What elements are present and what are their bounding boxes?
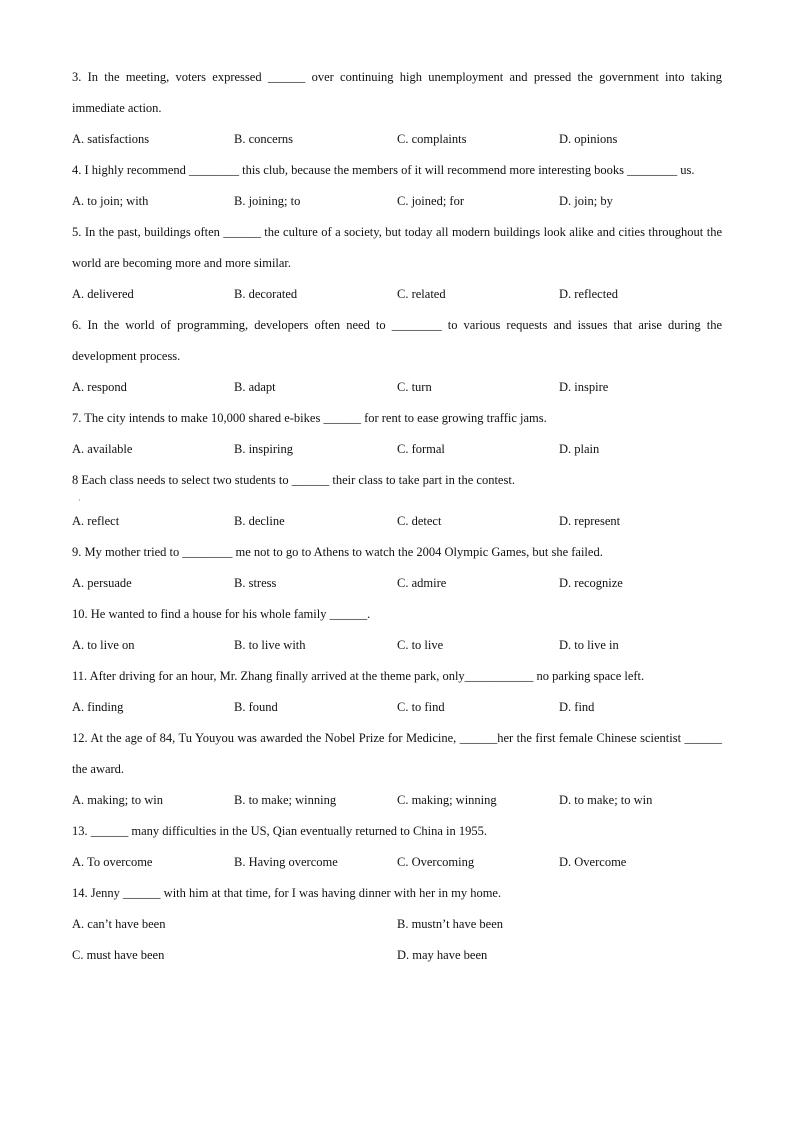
stray-dot-mark: · [78,496,81,505]
options-row [72,630,722,661]
option-a: A. delivered [72,287,134,301]
option-c: C. to live [397,638,444,652]
option-b: B. decline [234,514,285,528]
option-c: C. complaints [397,132,467,146]
options-row [72,785,722,816]
option-a: A. satisfactions [72,132,150,146]
question-stem: 3. In the meeting, voters expressed ______ over continuing high unemployment and pressed the government into taking immediate action. [72,70,722,115]
option-a: A. finding [72,700,124,714]
option-d: D. represent [559,514,621,528]
options-row [72,506,722,537]
option-b: B. to live with [234,638,306,652]
option-b: B. mustn’t have been [397,917,503,931]
option-c: C. related [397,287,446,301]
options-row [72,124,722,155]
option-b: B. concerns [234,132,294,146]
question-stem: 11. After driving for an hour, Mr. Zhang finally arrived at the theme park, only___________ no parking space left. [72,669,645,683]
question-7 [72,403,722,465]
question-stem: 8 Each class needs to select two students to ______ their class to take part in the contest. [72,473,515,487]
option-c: C. admire [397,576,447,590]
option-a: A. reflect [72,514,120,528]
option-a: A. making; to win [72,793,163,807]
option-b: B. to make; winning [234,793,337,807]
option-b: B. adapt [234,380,276,394]
question-stem: 7. The city intends to make 10,000 shared e-bikes ______ for rent to ease growing traffic jams. [72,411,547,425]
option-b: B. stress [234,576,277,590]
question-stem: 6. In the world of programming, developers often need to ________ to various requests and issues that arise during the development process. [72,318,722,363]
question-stem: 4. I highly recommend ________ this club, because the members of it will recommend more interesting books ________ us. [72,163,695,177]
option-d: D. opinions [559,132,618,146]
option-b: B. inspiring [234,442,294,456]
option-b: B. joining; to [234,194,301,208]
option-d: D. to make; to win [559,793,653,807]
question-stem: 9. My mother tried to ________ me not to go to Athens to watch the 2004 Olympic Games, but she failed. [72,545,603,559]
option-d: D. may have been [397,948,488,962]
question-stem: 14. Jenny ______ with him at that time, for I was having dinner with her in my home. [72,886,502,900]
option-a: A. respond [72,380,127,394]
question-8 [72,465,722,537]
options-row [72,568,722,599]
option-d: D. to live in [559,638,619,652]
question-6 [72,310,722,403]
question-9 [72,537,722,599]
option-c: C. making; winning [397,793,497,807]
option-a: A. To overcome [72,855,153,869]
question-3 [72,62,722,155]
question-12 [72,723,722,816]
question-stem: 5. In the past, buildings often ______ the culture of a society, but today all modern buildings look alike and cities throughout the world are becoming more and more similar. [72,225,722,270]
question-list [72,62,722,971]
option-a: A. available [72,442,133,456]
options-row [72,279,722,310]
options-row [72,186,722,217]
option-c: C. formal [397,442,445,456]
option-b: B. Having overcome [234,855,338,869]
option-b: B. decorated [234,287,298,301]
option-d: D. reflected [559,287,618,301]
question-13 [72,816,722,878]
option-b: B. found [234,700,278,714]
question-10 [72,599,722,661]
option-a: A. to live on [72,638,135,652]
option-c: C. detect [397,514,442,528]
options-row [72,909,722,940]
options-row [72,434,722,465]
question-4 [72,155,722,217]
option-c: C. turn [397,380,432,394]
options-row [72,372,722,403]
question-14 [72,878,722,971]
option-d: D. join; by [559,194,613,208]
question-stem: 12. At the age of 84, Tu Youyou was awarded the Nobel Prize for Medicine, ______her the first female Chinese scientist ______ the award. [72,731,722,776]
question-stem: 13. ______ many difficulties in the US, Qian eventually returned to China in 1955. [72,824,487,838]
question-11 [72,661,722,723]
option-d: D. Overcome [559,855,627,869]
option-d: D. recognize [559,576,623,590]
options-row [72,692,722,723]
question-stem: 10. He wanted to find a house for his whole family ______. [72,607,371,621]
option-c: C. joined; for [397,194,465,208]
option-c: C. to find [397,700,445,714]
option-d: D. inspire [559,380,609,394]
option-c: C. Overcoming [397,855,475,869]
option-a: A. to join; with [72,194,149,208]
option-c: C. must have been [72,948,165,962]
options-row [72,940,722,971]
options-row [72,847,722,878]
option-a: A. can’t have been [72,917,166,931]
option-d: D. plain [559,442,600,456]
option-d: D. find [559,700,595,714]
question-5 [72,217,722,310]
option-a: A. persuade [72,576,132,590]
